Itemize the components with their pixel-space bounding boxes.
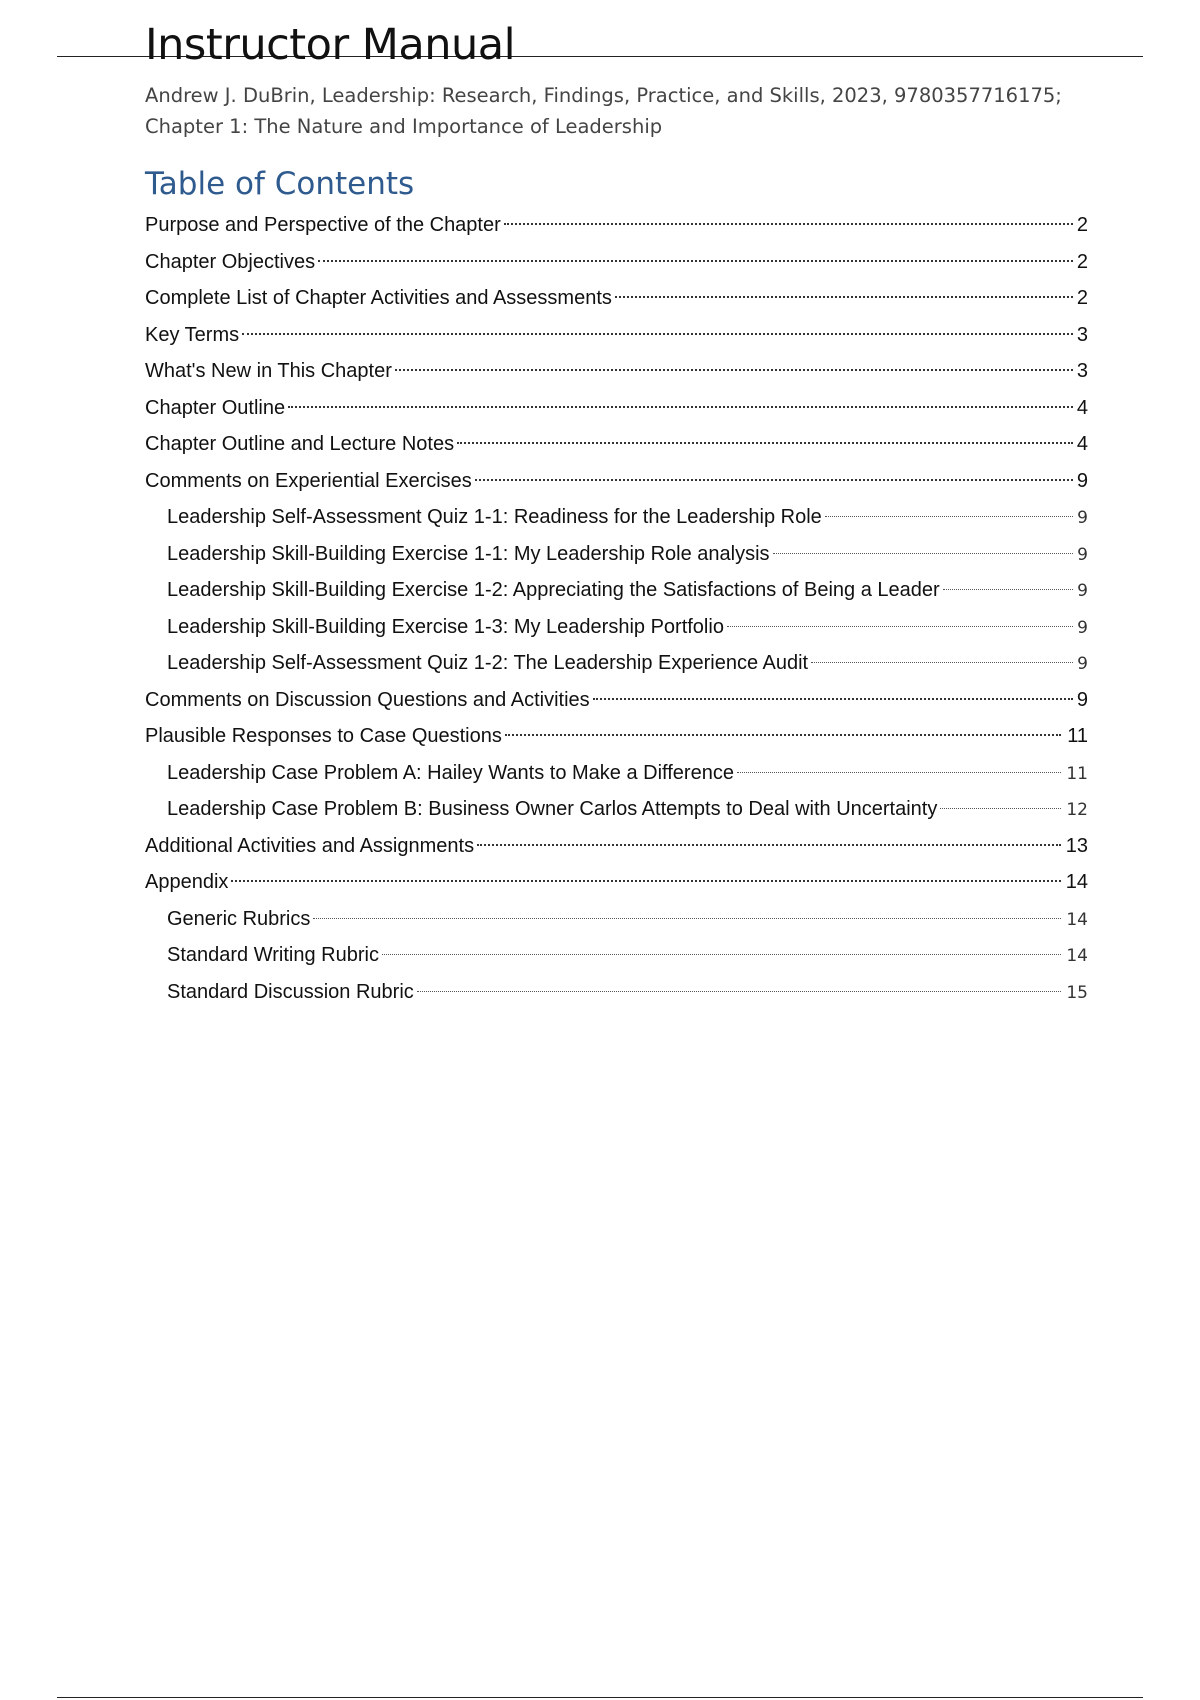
dot-leader bbox=[457, 442, 1073, 444]
toc-entry-page: 14 bbox=[1066, 909, 1088, 930]
dot-leader bbox=[505, 734, 1061, 736]
toc-subentry-case-b[interactable] bbox=[145, 791, 1088, 828]
toc-entry-label: Standard Discussion Rubric bbox=[167, 980, 414, 1003]
dot-leader bbox=[242, 333, 1073, 335]
toc-entry-page: 4 bbox=[1076, 433, 1088, 455]
toc-entry-page: 2 bbox=[1076, 214, 1088, 236]
toc-entry-label: Plausible Responses to Case Questions bbox=[145, 725, 502, 747]
footer-rule bbox=[57, 1697, 1143, 1698]
dot-leader bbox=[395, 369, 1073, 371]
toc-entry-page: 12 bbox=[1066, 800, 1088, 820]
toc-entry-page: 9 bbox=[1077, 508, 1088, 528]
dot-leader bbox=[382, 954, 1061, 955]
toc-entry-page: 9 bbox=[1077, 617, 1088, 638]
citation-line-chapter: Chapter 1: The Nature and Importance of Leadership bbox=[145, 115, 663, 138]
toc-entry-page: 2 bbox=[1076, 287, 1088, 309]
toc-entry-page: 11 bbox=[1066, 763, 1088, 784]
toc-entry-label: Leadership Skill-Building Exercise 1-1: My Leadership Role analysis bbox=[167, 542, 770, 565]
toc-entry-label: Standard Writing Rubric bbox=[167, 944, 379, 966]
toc-subentry-discussion-rubric[interactable] bbox=[145, 974, 1088, 1011]
dot-leader bbox=[727, 626, 1073, 627]
dot-leader bbox=[825, 516, 1073, 517]
toc-entry-page: 9 bbox=[1076, 688, 1088, 711]
toc-entry-discussion-questions[interactable] bbox=[145, 682, 1088, 719]
toc-entry-objectives[interactable] bbox=[145, 244, 1088, 281]
toc-subentry-generic-rubrics[interactable] bbox=[145, 901, 1088, 938]
toc-subentry-exercise-1-3[interactable] bbox=[145, 609, 1088, 646]
dot-leader bbox=[318, 260, 1073, 262]
toc-entry-page: 9 bbox=[1076, 469, 1088, 492]
dot-leader bbox=[504, 223, 1073, 225]
toc-entry-label: Comments on Experiential Exercises bbox=[145, 469, 472, 492]
toc-entry-page: 9 bbox=[1077, 581, 1088, 601]
toc-entry-label: Leadership Skill-Building Exercise 1-3: My Leadership Portfolio bbox=[167, 615, 724, 638]
toc-entry-label: Additional Activities and Assignments bbox=[145, 834, 475, 857]
dot-leader bbox=[615, 296, 1073, 298]
toc-entry-label: Complete List of Chapter Activities and Assessments bbox=[145, 287, 612, 309]
dot-leader bbox=[475, 479, 1073, 481]
toc-entry-label: Leadership Self-Assessment Quiz 1-1: Readiness for the Leadership Role bbox=[167, 506, 822, 528]
dot-leader bbox=[477, 844, 1061, 846]
toc-entry-label: Generic Rubrics bbox=[167, 907, 311, 930]
toc-entry-key-terms[interactable] bbox=[145, 317, 1088, 354]
toc-entry-label: Leadership Skill-Building Exercise 1-2: Appreciating the Satisfactions of Being a Leader bbox=[167, 579, 940, 601]
toc-entry-label: Leadership Case Problem A: Hailey Wants to Make a Difference bbox=[167, 761, 734, 784]
toc-entry-chapter-outline[interactable] bbox=[145, 390, 1088, 427]
citation-line-book: Andrew J. DuBrin, Leadership: Research, Findings, Practice, and Skills, 2023, 9780357716175; bbox=[145, 84, 1062, 107]
toc-entry-label: Chapter Outline and Lecture Notes bbox=[145, 433, 455, 455]
toc-heading: Table of Contents bbox=[145, 166, 415, 202]
toc-subentry-exercise-1-1[interactable] bbox=[145, 536, 1088, 573]
toc-entry-purpose[interactable] bbox=[145, 207, 1088, 244]
toc-entry-additional-activities[interactable] bbox=[145, 828, 1088, 865]
toc-subentry-quiz-1-1[interactable] bbox=[145, 499, 1088, 536]
dot-leader bbox=[940, 808, 1061, 809]
document-title: Instructor Manual bbox=[145, 20, 516, 70]
dot-leader bbox=[288, 406, 1073, 408]
toc-entry-label: Comments on Discussion Questions and Activities bbox=[145, 688, 590, 711]
dot-leader bbox=[737, 772, 1061, 773]
toc-entry-label: Leadership Self-Assessment Quiz 1-2: The Leadership Experience Audit bbox=[167, 652, 809, 674]
dot-leader bbox=[417, 991, 1061, 992]
toc-entry-label: Key Terms bbox=[145, 323, 240, 346]
toc-subentry-case-a[interactable] bbox=[145, 755, 1088, 792]
toc-entry-lecture-notes[interactable] bbox=[145, 426, 1088, 463]
toc-entry-page: 15 bbox=[1066, 982, 1088, 1003]
dot-leader bbox=[943, 589, 1073, 590]
toc-entry-page: 9 bbox=[1077, 654, 1088, 674]
dot-leader bbox=[313, 918, 1061, 919]
toc-subentry-quiz-1-2[interactable] bbox=[145, 645, 1088, 682]
dot-leader bbox=[231, 880, 1061, 882]
toc-entry-case-responses[interactable] bbox=[145, 718, 1088, 755]
toc-subentry-exercise-1-2[interactable] bbox=[145, 572, 1088, 609]
toc-entry-experiential-exercises[interactable] bbox=[145, 463, 1088, 500]
toc-entry-page: 2 bbox=[1076, 250, 1088, 273]
toc-entry-label: What's New in This Chapter bbox=[145, 360, 392, 382]
toc-entry-label: Chapter Outline bbox=[145, 396, 286, 419]
toc-entry-page: 3 bbox=[1076, 323, 1088, 346]
toc-entry-label: Purpose and Perspective of the Chapter bbox=[145, 214, 501, 236]
toc-entry-whats-new[interactable] bbox=[145, 353, 1088, 390]
document-citation bbox=[145, 80, 1095, 142]
dot-leader bbox=[593, 698, 1073, 700]
toc-entry-label: Appendix bbox=[145, 871, 229, 893]
dot-leader bbox=[811, 662, 1073, 663]
toc-entry-activities-list[interactable] bbox=[145, 280, 1088, 317]
toc-entry-label: Leadership Case Problem B: Business Owner Carlos Attempts to Deal with Uncertainty bbox=[167, 798, 938, 820]
toc-entry-appendix[interactable] bbox=[145, 864, 1088, 901]
toc-entry-page: 13 bbox=[1065, 834, 1088, 857]
toc-entry-page: 11 bbox=[1067, 725, 1088, 747]
toc-subentry-writing-rubric[interactable] bbox=[145, 937, 1088, 974]
toc-entry-page: 9 bbox=[1077, 544, 1088, 565]
toc-entry-page: 14 bbox=[1065, 871, 1088, 893]
dot-leader bbox=[773, 553, 1073, 554]
table-of-contents bbox=[145, 207, 1088, 1010]
toc-entry-page: 3 bbox=[1076, 360, 1088, 382]
toc-entry-label: Chapter Objectives bbox=[145, 250, 316, 273]
toc-entry-page: 14 bbox=[1066, 946, 1088, 966]
toc-entry-page: 4 bbox=[1076, 396, 1088, 419]
